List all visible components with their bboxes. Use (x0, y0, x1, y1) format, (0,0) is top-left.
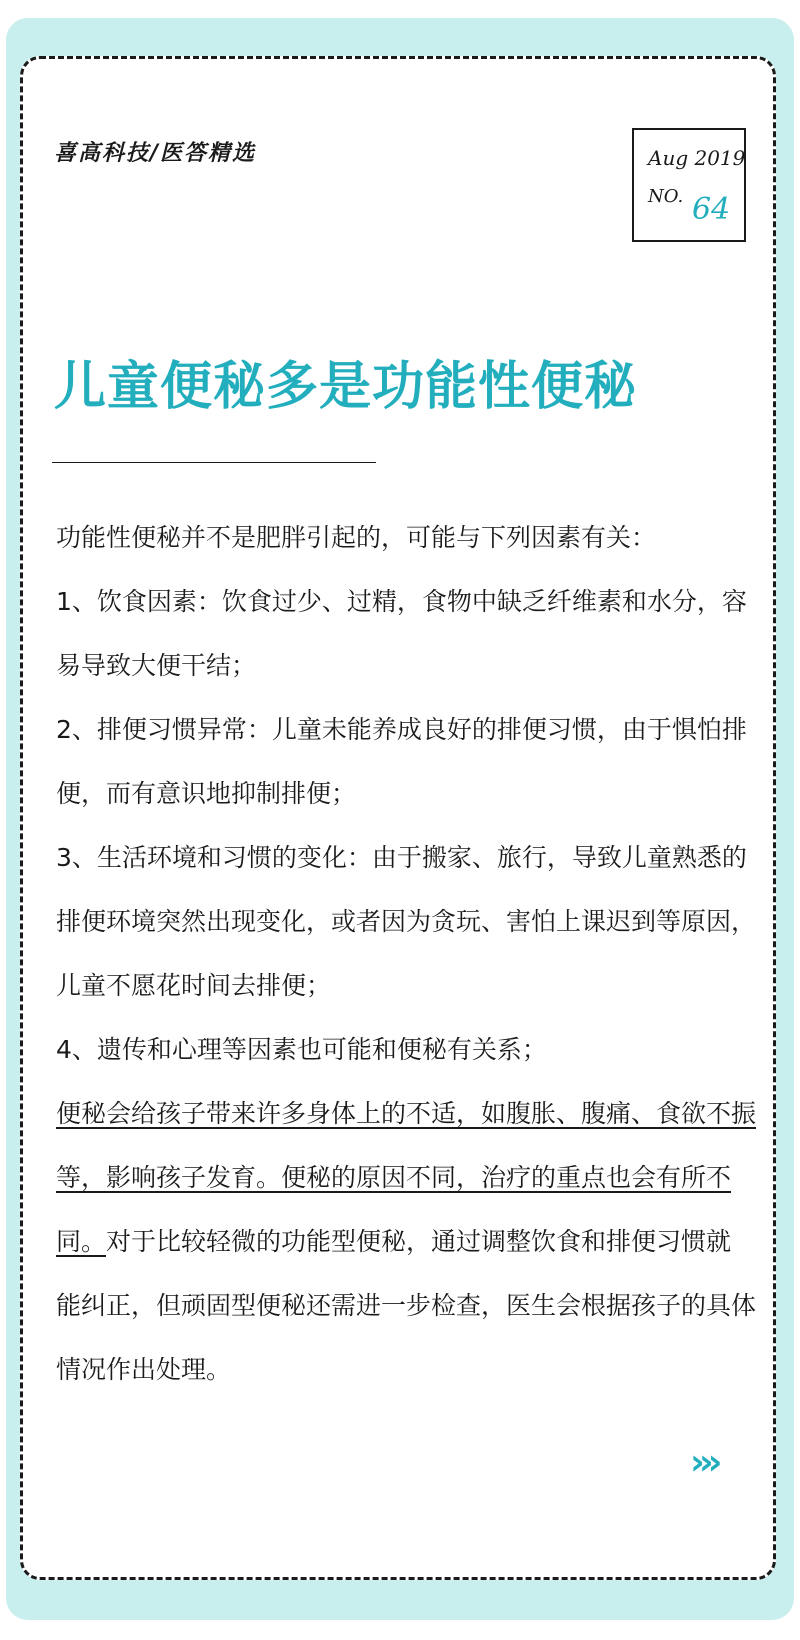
paragraph-diet: 1、饮食因素：饮食过少、过精，食物中缺乏纤维素和水分，容易导致大便干结； (56, 587, 747, 680)
next-arrows-icon[interactable]: ››› (690, 1442, 717, 1483)
issue-stamp (632, 128, 746, 242)
issue-number-label: NO. (648, 186, 684, 207)
paragraph-conclusion (56, 1082, 756, 1402)
conclusion-text: 对于比较轻微的功能型便秘，通过调整饮食和排便习惯就能纠正，但顽固型便秘还需进一步检查，医生会根据孩子的具体情况作出处理。 (56, 1227, 757, 1384)
paragraph-environment: 3、生活环境和习惯的变化：由于搬家、旅行，导致儿童熟悉的排便环境突然出现变化，或者因为贪玩、害怕上课迟到等原因，儿童不愿花时间去排便； (56, 843, 757, 1000)
title-divider (52, 462, 376, 463)
underlined-text: 便秘会给孩子带来许多身体上的不适，如腹胀、腹痛、食欲不振等，影响孩子发育。便秘的原因不同，治疗的重点也会有所不同。 (56, 1099, 757, 1256)
paragraph-genetics: 4、遗传和心理等因素也可能和便秘有关系； (56, 1035, 547, 1064)
paragraph-habit: 2、排便习惯异常：儿童未能养成良好的排便习惯，由于惧怕排便，而有意识地抑制排便； (56, 715, 747, 808)
article-body (56, 506, 756, 1402)
page-title: 儿童便秘多是功能性便秘 (54, 357, 638, 417)
brand-label: 喜高科技/医答精选 (54, 141, 257, 166)
paragraph-intro: 功能性便秘并不是肥胖引起的，可能与下列因素有关： (56, 523, 657, 552)
issue-number: 64 (692, 192, 731, 227)
issue-date: Aug 2019 (648, 146, 746, 170)
